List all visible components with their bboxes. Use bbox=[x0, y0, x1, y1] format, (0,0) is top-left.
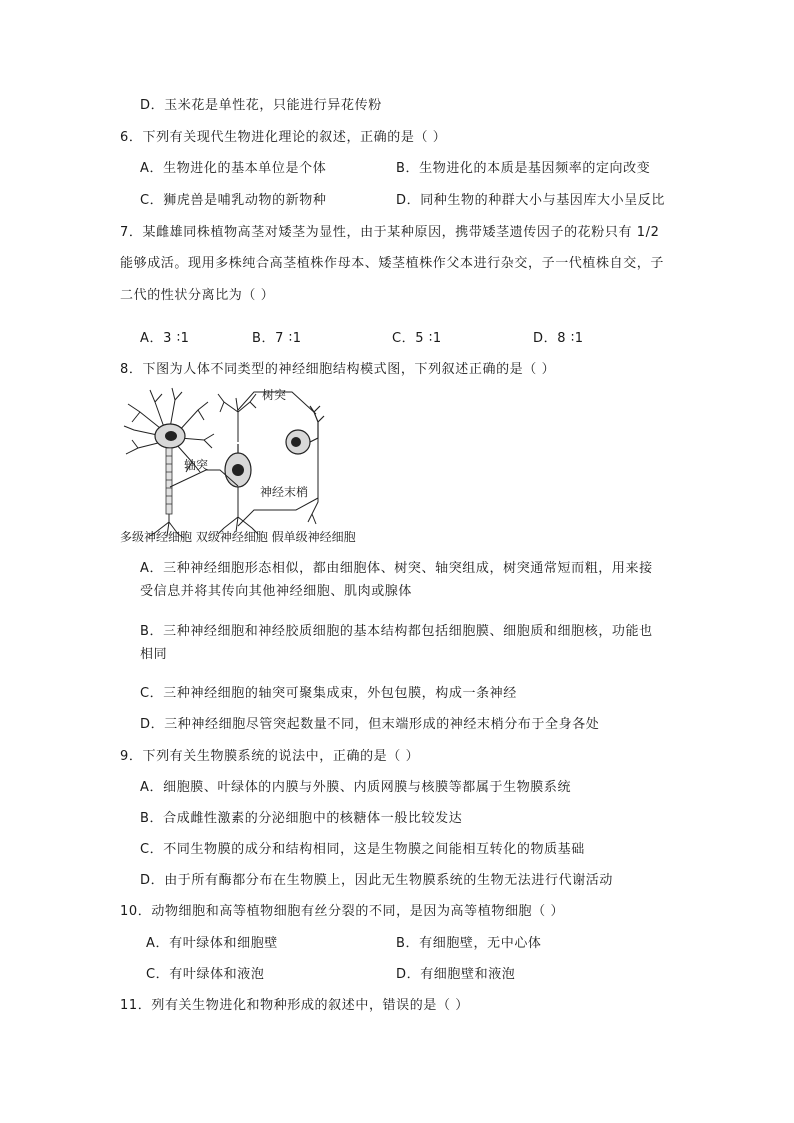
q7-stem-line2: 能够成活。现用多株纯合高茎植株作母本、矮茎植株作父本进行杂交，子一代植株自交，子 bbox=[120, 256, 665, 271]
q7-option-b: B．7 ∶1 bbox=[252, 331, 302, 346]
q8-option-c: C．三种神经细胞的轴突可聚集成束，外包包膜，构成一条神经 bbox=[140, 686, 517, 701]
q7-option-a: A．3 ∶1 bbox=[140, 331, 190, 346]
q9-stem: 9．下列有关生物膜系统的说法中，正确的是（ ） bbox=[120, 749, 420, 764]
q10-option-c: C．有叶绿体和液泡 bbox=[146, 967, 265, 982]
q5-option-d: D．玉米花是单性花，只能进行异花传粉 bbox=[140, 98, 382, 113]
pseudounipolar-neuron bbox=[286, 406, 324, 524]
q9-option-d: D．由于所有酶都分布在生物膜上，因此无生物膜系统的生物无法进行代谢活动 bbox=[140, 873, 614, 888]
q7-stem-line3: 二代的性状分离比为（ ） bbox=[120, 288, 275, 303]
q6-option-d: D．同种生物的种群大小与基因库大小呈反比 bbox=[396, 193, 666, 208]
q7-stem-line1: 7．某雌雄同株植物高茎对矮茎为显性，由于某种原因，携带矮茎遗传因子的花粉只有 1/2 bbox=[120, 225, 660, 240]
q10-option-d: D．有细胞壁和液泡 bbox=[396, 967, 516, 982]
q8-option-b-line2: 相同 bbox=[140, 647, 168, 662]
q8-option-d: D．三种神经细胞尽管突起数量不同，但末端形成的神经末梢分布于全身各处 bbox=[140, 717, 600, 732]
q10-option-b: B．有细胞壁，无中心体 bbox=[396, 936, 542, 951]
neuron-diagram bbox=[120, 382, 390, 547]
q7-option-c: C．5 ∶1 bbox=[392, 331, 442, 346]
label-dendrite: 树突 bbox=[262, 388, 287, 402]
q6-option-b: B．生物进化的本质是基因频率的定向改变 bbox=[396, 161, 651, 176]
q10-option-a: A．有叶绿体和细胞壁 bbox=[146, 936, 278, 951]
label-nerve-ending: 神经末梢 bbox=[260, 485, 309, 499]
q11-stem: 11．列有关生物进化和物种形成的叙述中，错误的是（ ） bbox=[120, 998, 469, 1013]
q9-option-c: C．不同生物膜的成分和结构相同，这是生物膜之间能相互转化的物质基础 bbox=[140, 842, 585, 857]
q8-option-b-line1: B．三种神经细胞和神经胶质细胞的基本结构都包括细胞膜、细胞质和细胞核，功能也 bbox=[140, 624, 653, 639]
bipolar-neuron bbox=[218, 394, 258, 534]
q9-option-a: A．细胞膜、叶绿体的内膜与外膜、内质网膜与核膜等都属于生物膜系统 bbox=[140, 780, 572, 795]
q8-option-a-line1: A．三种神经细胞形态相似，都由细胞体、树突、轴突组成，树突通常短而粗，用来接 bbox=[140, 561, 653, 576]
q8-option-a-line2: 受信息并将其传向其他神经细胞、肌肉或腺体 bbox=[140, 584, 413, 599]
q9-option-b: B．合成雌性激素的分泌细胞中的核糖体一般比较发达 bbox=[140, 811, 463, 826]
q6-option-a: A．生物进化的基本单位是个体 bbox=[140, 161, 327, 176]
neuron-figure bbox=[120, 382, 390, 547]
figure-caption: 多级神经细胞 双级神经细胞 假单级神经细胞 bbox=[120, 530, 356, 544]
label-axon: 轴突 bbox=[184, 458, 209, 472]
q6-stem: 6．下列有关现代生物进化理论的叙述，正确的是（ ） bbox=[120, 130, 447, 145]
q6-option-c: C．狮虎兽是哺乳动物的新物种 bbox=[140, 193, 327, 208]
q10-stem: 10．动物细胞和高等植物细胞有丝分裂的不同，是因为高等植物细胞（ ） bbox=[120, 904, 565, 919]
q7-option-d: D．8 ∶1 bbox=[533, 331, 584, 346]
q8-stem: 8．下图为人体不同类型的神经细胞结构模式图，下列叙述正确的是（ ） bbox=[120, 362, 556, 377]
